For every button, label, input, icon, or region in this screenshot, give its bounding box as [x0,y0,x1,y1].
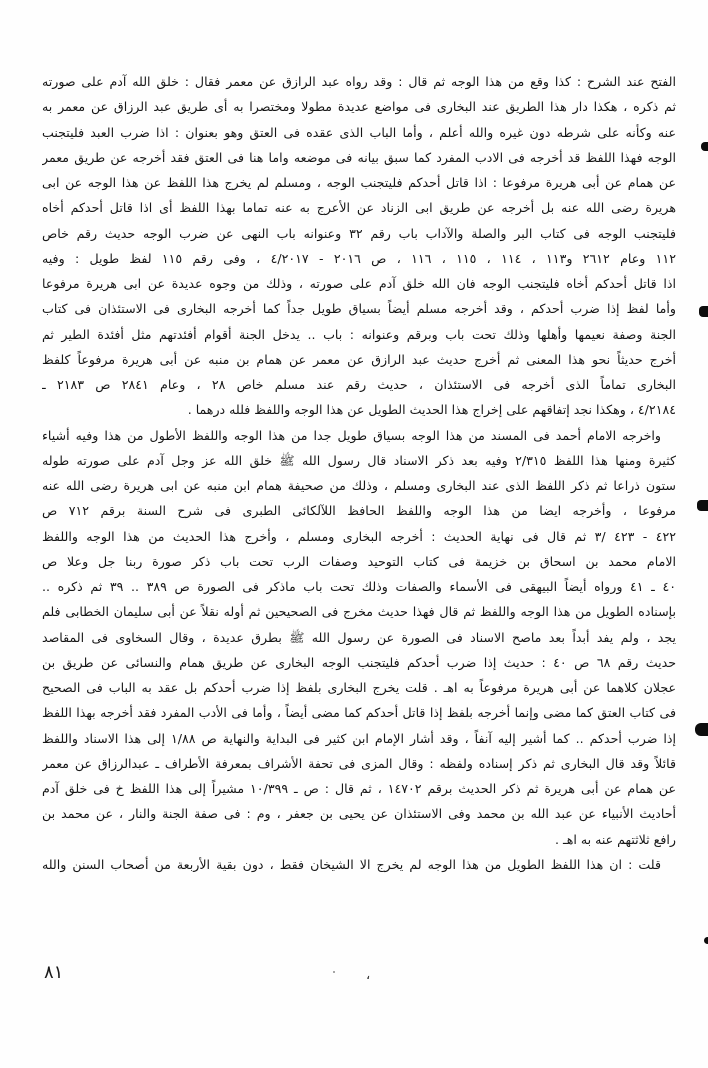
text-line: مرفوعا ، وأخرجه ايضا من هذا الوجه واللفظ الحافظ اللآلكائى الطبرى فى شرح السنة برقم ٧١٢ ص [42,503,676,519]
text-line: فليتجنب الوجه فى كتاب البر والصلة والآداب باب رقم ٣٢ وعنوانه باب النهى عن ضرب الوجه حديث رقم خاص [42,225,676,241]
text-line: ٤٢٢ - ٤٢٣ /٣ ثم قال فى نهاية الحديث : أخرجه البخارى ومسلم ، وأخرج هذا الحديث من هذا الوجه واللفظ [42,528,676,544]
text-line: يجد ، ولم يفد أبداً بعد ماصح الاسناد فى الصورة عن رسول الله ﷺ بطرق عديدة ، وقال السخاوى فى المقاصد [42,629,676,645]
text-line: أخرج حديثاً نحو هذا المعنى ثم أخرج حديث عبد الرازق عن معمر عن همام بن منبه عن أبى هريرة مرفوعاً كلفظ [42,351,676,367]
text-line: ستون ذراعا ثم ذكر اللفظ الذى عند البخارى ومسلم ، وذلك من صحيفة همام ابن منبه عن ابى هريرة رضى الله عنه [42,478,676,493]
text-line: وأما لفظ إذا ضرب أحدكم ، وقد أخرجه مسلم أيضاً بسياق طويل جداً كما أخرجه البخارى فى الاستئذان فى كتاب [42,301,676,317]
text-line: عجلان كلاهما عن أبى هريرة مرفوعاً به اهـ . قلت يخرج البخارى بلفظ إذا ضرب أحدكم بل عقد به الباب فى الصحيح [42,680,676,695]
text-line: عنه وكأنه على شرطه دون غيره والله أعلم ، وأما الباب الذى عقده فى العتق وهو بعنوان : اذا ضرب العبد فليتجنب [42,124,676,140]
text-line: قائلاً وقد قال البخارى ثم ذكر إسناده ولفظه : وقال المزى فى تحفة الأشراف بمعرفة الأطراف ـ عبدالرزاق عن معمر [42,755,676,771]
text-line: الامام محمد بن اسحاق بن خزيمة فى كتاب التوحيد وصفات الرب تحت باب ذكر صورة ربنا جل وعلا ص [42,553,676,569]
binding-ink-mark [704,937,708,944]
text-line: ٤/٢١٨٤ ، وهكذا نجد إتفاقهم على إخراج هذا الحديث الطويل عن هذا الوجه واللفظ فلله درهما . [187,402,676,418]
binding-ink-mark [697,500,708,511]
text-line: اذا قاتل أحدكم أخاه فليتجنب الوجه فان الله خلق آدم على صورته ، وذلك من وجوه عديدة عن ابى هريرة مرفوعا [42,276,676,291]
text-line: ٤٠ ـ ٤١ ورواه أيضاً البيهقى فى الأسماء والصفات وذلك تحت باب ماذكر فى الصورة ص ٣٨٩ .. ٣٩ ثم ذكره .. [42,579,676,594]
text-line: كثيرة ومنها هذا اللفظ ٢/٣١٥ وفيه بعد ذكر الاسناد قال رسول الله ﷺ خلق الله عز وجل آدم على صورته طوله [42,452,676,468]
text-line: أحاديث الأنبياء عن عبد الله بن محمد وفى الاستئذان عن يحيى بن جعفر ، وم : فى صفة الجنة والنار ، عن محمد بن [42,806,676,822]
text-line: عن همام عن أبى هريرة ثم ذكر الحديث برقم ١٤٧٠٢ ، ثم قال : ص ـ ١٠/٣٩٩ مشيراً إلى هذا اللفظ خ فى خلق آدم [42,781,676,796]
text-line: واخرجه الامام أحمد فى المسند من هذا الوجه بسياق طويل جدا من هذا الوجه واللفظ الأطول من هذا وفيه أشياء [42,427,661,443]
text-line: الجنة وصفة نعيمها وأهلها وذلك تحت باب وبرقم وعنوانه : باب .. يدخل الجنة أقوام أفئدتهم مثل أفئدة الطير ثم [42,326,676,342]
text-line: هريرة رضى الله عنه بل أخرجه عن طريق ابى الزناد عن الأعرج به عنه تماما بهذا اللفظ أى اذا قاتل أحدكم أخاه [42,200,676,216]
text-line: الوجه فهذا اللفظ قد أخرجه فى الادب المفرد كما سبق بيانه فى موضعه واما هنا فى العتق فقد أخرجه عن طريق معمر [42,149,676,165]
binding-ink-mark [701,142,708,151]
page-number: ٨١ [44,962,64,983]
scan-speck [333,971,335,973]
text-line: البخارى تماماً الذى أخرجه فى الاستئذان ، حديث رقم عند مسلم خاص ٢٨ ، وعام ٢٨٤١ ص ٢١٨٣ ـ [42,377,676,392]
binding-ink-mark [695,723,708,736]
text-line: عن همام عن أبى هريرة مرفوعا : اذا قاتل أحدكم فليتجنب الوجه ، ومسلم لم يخرج هذا اللفظ عن هذا الوجه عن ابى [42,175,676,190]
text-line: رافع ثلاثتهم عنه به اهـ . [555,831,676,847]
text-line: إذا ضرب أحدكم .. كما أشير إليه آنفاً ، وقد أشار الإمام ابن كثير فى البداية والنهاية ص ١/٨٨ إلى هذا الاسناد واللفظ [42,730,676,746]
text-line: فى كتاب العتق كما مضى وإنما أخرجه بلفظ إذا قاتل أحدكم كما مضى أيضاً ، وأما فى الأدب المفرد فقد أخرجه بهذا اللفظ [42,705,676,721]
text-line: قلت : ان هذا اللفظ الطويل من هذا الوجه لم يخرج الا الشيخان فقط ، دون بقية الأربعة من أصحاب السنن والله [42,856,661,872]
body-text [42,69,676,877]
text-line: حديث رقم ٦٨ ص ٤٠ : حديث إذا ضرب أحدكم فليتجنب الوجه البخارى عن طريق همام والنسائى عن طريق بن [42,654,676,670]
stray-mark: ، [366,968,371,983]
text-line: ١١٢ وعام ٢٦١٢ و١١٣ ، ١١٤ ، ١١٥ ، ١١٦ ، ص ٢٠١٦ - ٤/٢٠١٧ ، وفى رقم ١١٥ لفظ طويل : وفيه [42,250,676,266]
text-line: بإسناده الطويل من هذا الوجه واللفظ ثم قال فهذا حديث مخرج فى الصحيحين ثم أوله نقلاً عن أبى سليمان الخطابى فلم [42,604,676,620]
text-line: الفتح عند الشرح : كذا وقع من هذا الوجه ثم قال : وقد رواه عبد الرازق عن معمر فقال : خلق الله آدم على صورته [42,74,676,89]
text-line: ثم ذكره ، هكذا دار هذا الطريق عند البخارى فى مواضع عديدة مطولا ومختصرا به أى طريق عبد الرزاق عن معمر به [42,99,676,115]
binding-ink-mark [699,306,708,317]
